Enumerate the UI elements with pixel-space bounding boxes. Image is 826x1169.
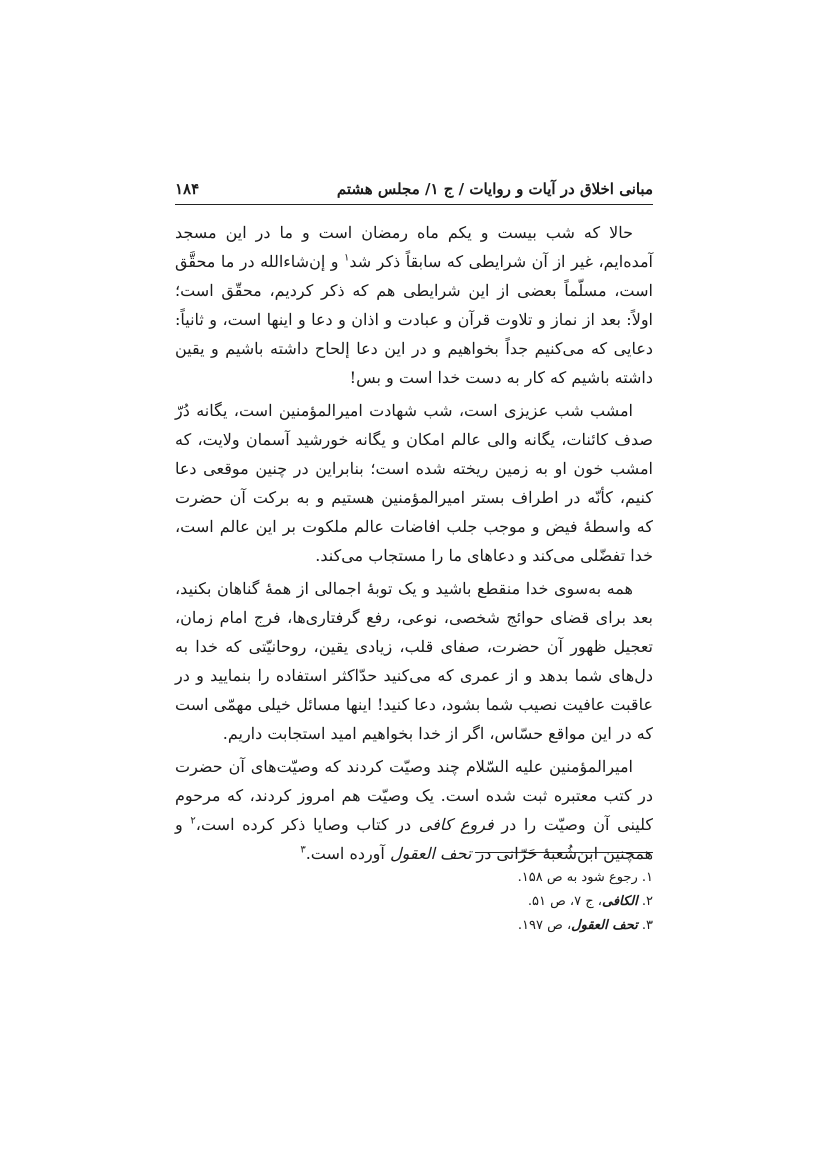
page-header bbox=[175, 176, 653, 202]
footnote-2: ۲. الکافی، ج ۷، ص ۵۱. bbox=[527, 894, 653, 909]
footnote-ref-2[interactable]: ۲ bbox=[190, 815, 196, 827]
footnote-ref-3[interactable]: ۳ bbox=[300, 844, 306, 856]
footnote-ref-1[interactable]: ۱ bbox=[343, 252, 350, 264]
footnotes bbox=[175, 866, 653, 938]
running-title: مبانی اخلاق در آیات و روایات / ج ۱/ مجلس هشتم bbox=[336, 180, 653, 198]
body-text bbox=[175, 218, 653, 872]
page-number: ۱۸۴ bbox=[175, 180, 200, 198]
book-title-tuhaf-al-uqul: تحف العقول bbox=[389, 844, 472, 863]
footnote-3: ۳. تحف العقول، ص ۱۹۷. bbox=[517, 918, 653, 933]
header-rule bbox=[175, 204, 653, 205]
paragraph-3: همه به‌سوی خدا منقطع باشید و یک توبهٔ اجمالی از همهٔ گناهان بکنید، بعد برای قضای حوائج شخصی، نوعی، رفع گرفتاری‌ها، فرج امام زمان، تعجیل ظهور آن حضرت، صفای قلب، زیادی یقین، روحانیّتی که خدا به دل‌های شما بدهد و از عمری که می‌کنید حدّاکثر استفاده را بنمایید و در عاقبت عافیت نصیب شما بشود، دعا کنید! اینها مسائل خیلی مهمّی است که در این مواقع حسّاس، اگر از خدا بخواهیم امید استجابت داریم. bbox=[175, 579, 653, 743]
footnote-rule bbox=[475, 852, 653, 853]
footnote-1: ۱. رجوع شود به ص ۱۵۸. bbox=[517, 870, 653, 885]
book-title-furu-kafi: فروع کافی bbox=[418, 815, 494, 834]
paragraph-2: امشب شب عزیزی است، شب شهادت امیرالمؤمنین است، یگانه دُرّ صدف کائنات، یگانه والی عالم امکان و یگانه خورشید آسمان ولایت، که امشب خون او به زمین ریخته شده است؛ بنابراین در چنین موقعی دعا کنیم، کأنّه در اطراف بستر امیرالمؤمنین هستیم و به برکت آن حضرت که واسطهٔ فیض و موجب جلب افاضات عالم ملکوت بر این عالم است، خدا تفضّلی می‌کند و دعاهای ما را مستجاب می‌کند. bbox=[175, 401, 653, 565]
paragraph-1: حالا که شب بیست و یکم ماه رمضان است و ما در این مسجد آمده‌ایم، غیر از آن شرایطی که سابقاً ذکر شد$^۱$ و إن‌شاءالله در ما محقَّق است، مسلّماً بعضی از این شرایطی هم که ذکر کردیم، محقّق است؛ اولاً: بعد از نماز و تلاوت قرآن و عبادت و اذان و دعا و اینها است، و ثانیاً: دعایی که می‌کنیم جداً بخواهیم و در این دعا إلحاح داشته باشیم و یقین داشته باشیم که کار به دست خدا است و بس! bbox=[175, 223, 654, 387]
paragraph-4: امیرالمؤمنین علیه السّلام چند وصیّت کردند که وصیّت‌های آن حضرت در کتب معتبره ثبت شده است. یک وصیّت هم امروز کردند، که مرحوم کلینی آن وصیّت را در فروع کافی در کتاب وصایا ذکر کرده است،$^۲$ و همچنین ابن‌شُعبهٔ حَرّانی در تحف العقول آورده است.$^۳$ bbox=[175, 757, 654, 863]
